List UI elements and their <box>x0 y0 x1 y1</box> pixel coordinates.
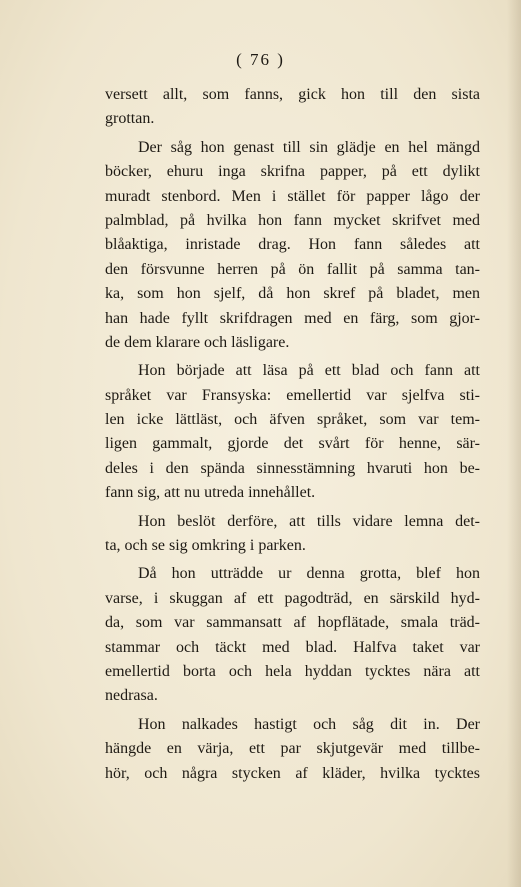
text-line: ka, som hon sjelf, då hon skref på bladet, men <box>105 285 480 303</box>
paragraph <box>105 562 480 708</box>
text-line: grottan. <box>105 110 155 128</box>
text-line: versett allt, som fanns, gick hon till den sista <box>105 86 480 103</box>
paragraph <box>105 136 480 356</box>
paragraph <box>105 510 480 559</box>
text-line: deles i den spända sinnesstämning hvaruti hon be- <box>105 459 480 477</box>
text-line: Der såg hon genast till sin glädje en hel mängd <box>138 138 480 156</box>
text-line: da, som var sammansatt af hopflätade, smala träd- <box>105 614 480 632</box>
paragraph <box>105 359 480 505</box>
paragraph <box>105 83 480 132</box>
text-line: muradt stenbord. Men i stället för papper lågo der <box>105 187 480 205</box>
text-line: fann sig, att nu utreda innehållet. <box>105 484 316 502</box>
text-line: Då hon utträdde ur denna grotta, blef hon <box>138 565 480 583</box>
text-line: den försvunne herren på ön fallit på samma tan- <box>105 260 480 278</box>
text-body <box>105 83 480 790</box>
text-line: Hon beslöt derföre, att tills vidare lemna det- <box>138 512 480 530</box>
page-edge-shadow <box>507 0 521 887</box>
text-line: böcker, ehuru inga skrifna papper, på ett dylikt <box>105 163 480 181</box>
text-line: hör, och några stycken af kläder, hvilka tycktes <box>105 764 480 782</box>
text-line: stammar och täckt med blad. Halfva taket var <box>105 638 480 656</box>
text-line: Hon nalkades hastigt och såg dit in. Der <box>138 715 480 733</box>
text-line: Hon började att läsa på ett blad och fann att <box>138 362 480 380</box>
text-line: de dem klarare och läsligare. <box>105 333 290 351</box>
text-line: ta, och se sig omkring i parken. <box>105 537 306 555</box>
text-line: varse, i skuggan af ett pagodträd, en särskild hyd- <box>105 589 480 607</box>
text-line: palmblad, på hvilka hon fann mycket skrifvet med <box>105 211 480 229</box>
text-line: språket var Fransyska: emellertid var sjelfva sti- <box>105 386 480 404</box>
text-line: nedrasa. <box>105 687 158 705</box>
text-line: han hade fyllt skrifdragen med en färg, som gjor- <box>105 309 480 327</box>
page-number: ( 76 ) <box>236 50 285 69</box>
text-line: emellertid borta och hela hyddan tycktes nära att <box>105 662 480 680</box>
paragraph <box>105 713 480 786</box>
text-line: blåaktiga, inristade drag. Hon fann således att <box>105 236 480 254</box>
text-line: ligen gammalt, gjorde det svårt för henne, sär- <box>105 435 480 453</box>
text-line: hängde en värja, ett par skjutgevär med tillbe- <box>105 740 480 758</box>
text-line: len icke lättläst, och äfven språket, som var tem- <box>105 411 480 429</box>
